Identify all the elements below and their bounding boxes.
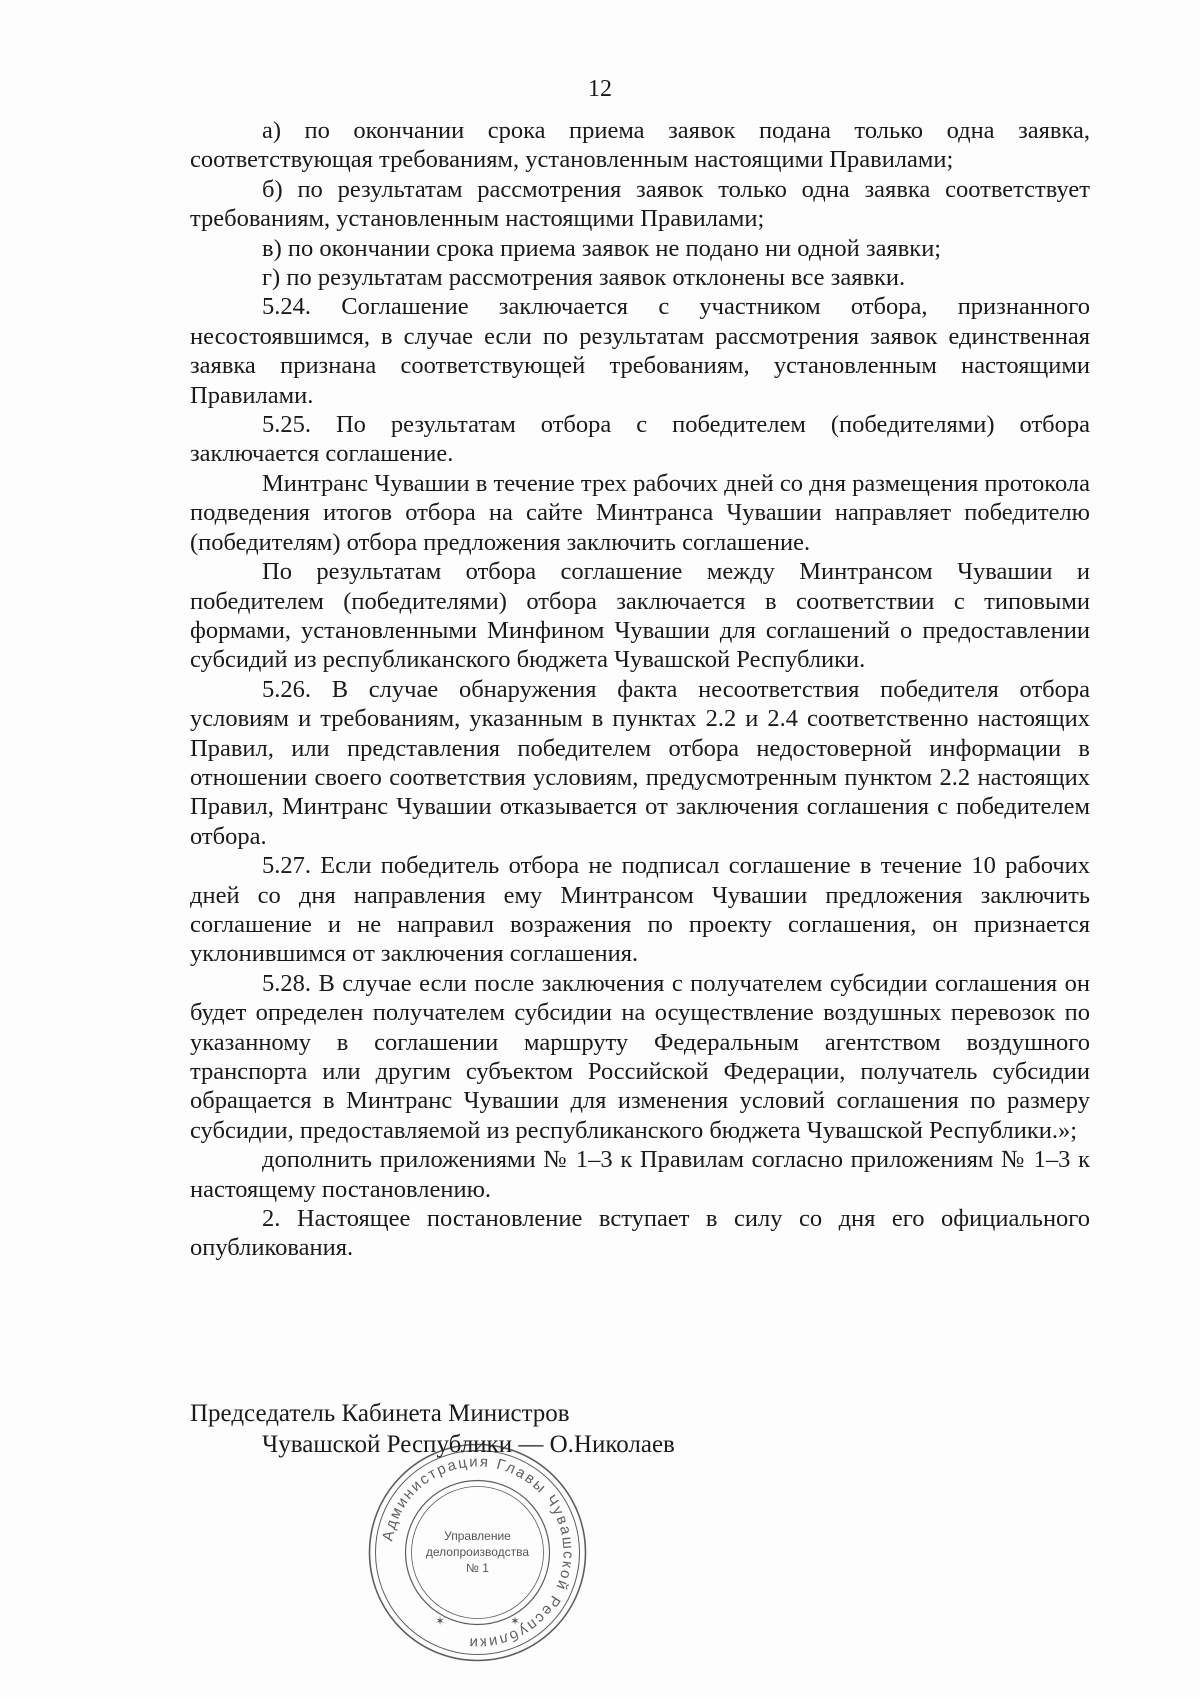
paragraph-a: а) по окончании срока приема заявок подана только одна заявка, соответствующая требованиям, установленным настоящими Правилами; [190,117,1090,174]
paragraph-5-27: 5.27. Если победитель отбора не подписал соглашение в течение 10 рабочих дней со дня направления ему Минтрансом Чувашии предложения заключить соглашение и не направил возражения по проекту соглашения, он признается уклонившимся от заключения соглашения. [190,852,1090,968]
paragraph-b: б) по результатам рассмотрения заявок только одна заявка соответствует требованиям, установленным настоящими Правилами; [190,175,1090,233]
seal-inner-text: Управление [444,1529,511,1543]
svg-text:делопроизводства: делопроизводства [425,1545,530,1559]
paragraph-g: г) по результатам рассмотрения заявок отклонены все заявки. [262,264,906,292]
seal-outer-text: Администрация Главы Чувашской Республики [379,1453,577,1652]
paragraph-appendices: дополнить приложениями № 1–3 к Правилам согласно приложениям № 1–3 к настоящему постановлению. [190,1146,1090,1203]
paragraph-5-25: 5.25. По результатам отбора с победителем (победителями) отбора заключается соглашение. [190,411,1090,468]
signatory-title: Председатель Кабинета Министров [190,1400,570,1427]
svg-text:✶: ✶ [435,1614,446,1628]
signatory-name: Чувашской Республики — О.Николаев [262,1431,675,1458]
document-body [190,116,1090,1263]
svg-text:№ 1: № 1 [466,1561,489,1575]
paragraph-5-28: 5.28. В случае если после заключения с получателем субсидии соглашения он будет определен получателем субсидии на осуществление воздушных перевозок по указанному в соглашении маршруту Федеральным агентством воздушного транспорта или другим субъектом Российской Федерации, получатель субсидии обращается в Минтранс Чувашии для изменения условий соглашения по размеру субсидии, предоставляемой из республиканского бюджета Чувашской Республики.»; [190,969,1090,1144]
svg-text:✶: ✶ [510,1614,521,1628]
paragraph-mintrans-notice: Минтранс Чувашии в течение трех рабочих дней со дня размещения протокола подведения итогов отбора на сайте Минтранса Чувашии направляет победителю (победителям) отбора предложения заключить соглашение. [190,469,1090,556]
page-number: 12 [588,76,612,102]
paragraph-5-24: 5.24. Соглашение заключается с участником отбора, признанного несостоявшимся, в случае если по результатам рассмотрения заявок единственная заявка признана соответствующей требованиям, установленным настоящими Правилами. [190,293,1090,409]
official-seal-stamp [365,1440,590,1665]
paragraph-v: в) по окончании срока приема заявок не подано ни одной заявки; [262,234,942,262]
paragraph-5-26: 5.26. В случае обнаружения факта несоответствия победителя отбора условиям и требованиям, указанным в пунктах 2.2 и 2.4 соответственно настоящих Правил, или представления победителем отбора недостоверной информации в отношении своего соответствия условиям, предусмотренным пунктом 2.2 настоящих Правил, Минтранс Чувашии отказывается от заключения соглашения с победителем отбора. [190,675,1090,850]
paragraph-effective-date: 2. Настоящее постановление вступает в силу со дня его официального опубликования. [190,1205,1090,1262]
paragraph-agreement-forms: По результатам отбора соглашение между Минтрансом Чувашии и победителем (победителями) отбора заключается в соответствии с типовыми формами, установленными Минфином Чувашии для соглашений о предоставлении субсидий из республиканского бюджета Чувашской Республики. [190,558,1090,674]
